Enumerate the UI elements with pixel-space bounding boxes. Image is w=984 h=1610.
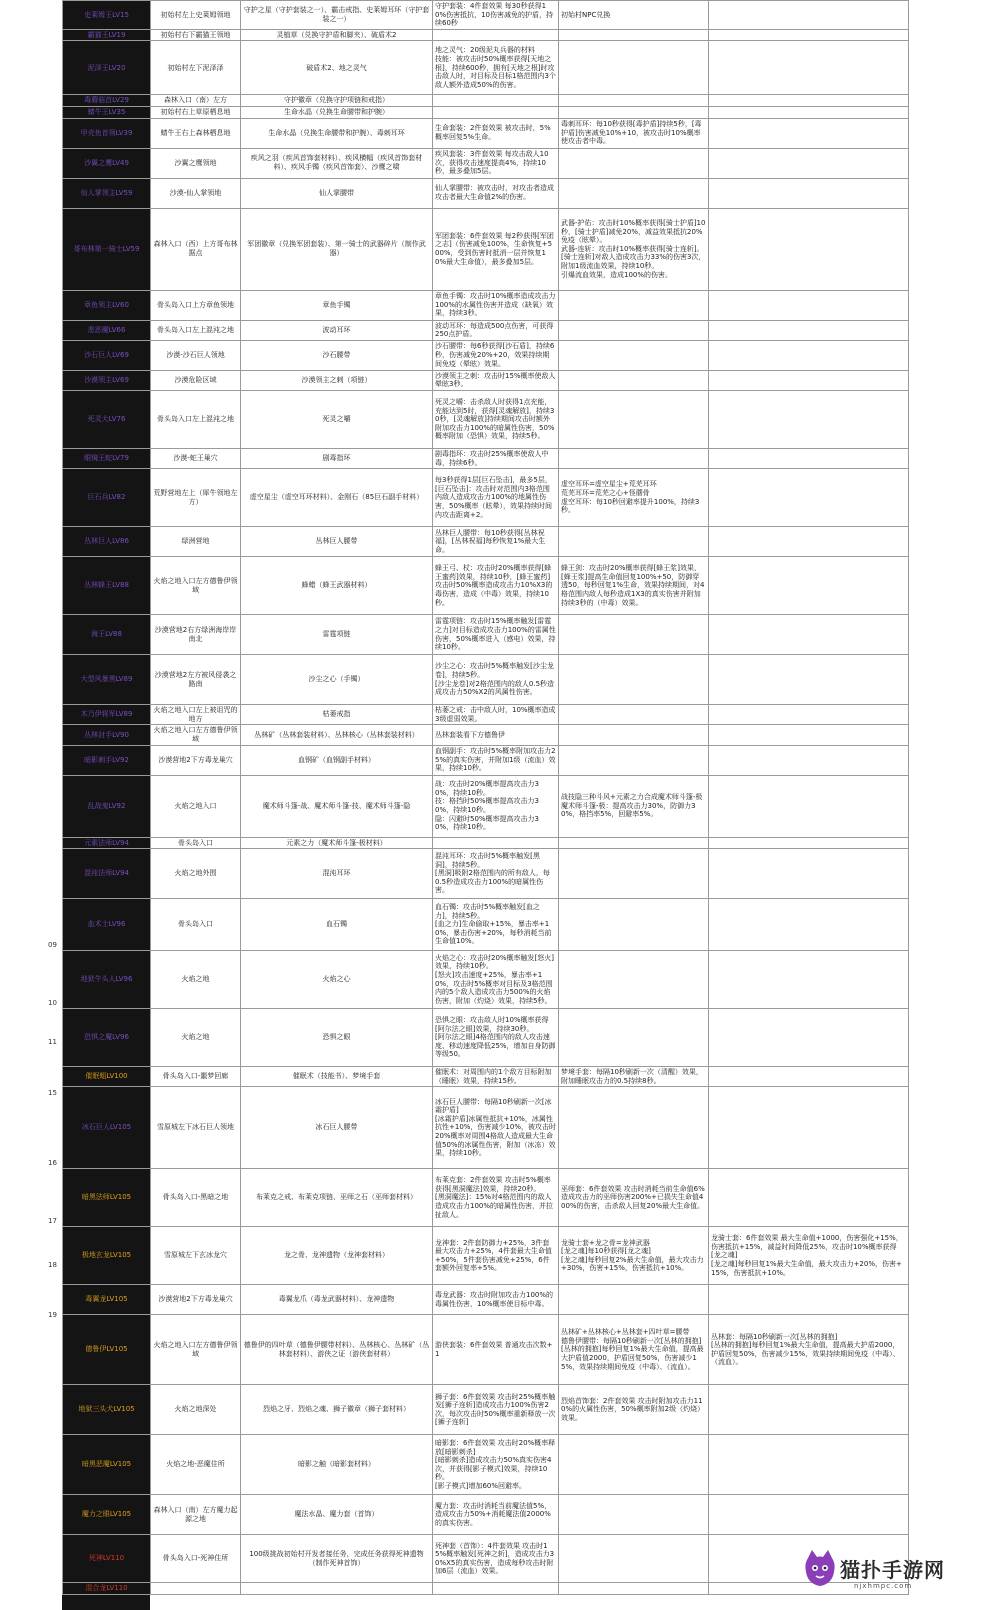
boss-name-cell: 木乃伊将军LV89 [63,705,151,725]
location-cell: 沙漠-仙人掌领地 [151,178,241,208]
extra-note2-cell [709,178,909,208]
extra-note-cell [559,1009,709,1067]
table-row [63,148,909,178]
extra-note-cell [559,1285,709,1315]
extra-note2-cell: 龙骑士套：6件套效果 最大生命值+1000，伤害强化+15%，伤害抵抗+15%，减益时间降低25%，攻击时10%概率获得[龙之魂] [龙之魂]每秒回复1%最大生命值，最大攻击力+20%，伤害+15%，伤害抵抗+10%。 [709,1227,909,1285]
location-cell: 火焰之地入口左方德鲁伊领域 [151,557,241,615]
effect-cell: 恐惧之眼：攻击敌人时10%概率获得[阿尔法之眼]效果，持续30秒。 [阿尔法之眼]4格范围内的敌人攻击速度、移动速度降低25%，增加自身防御等级50。 [433,1009,559,1067]
location-cell: 沙漠营地2左方被风侵袭之路南 [151,655,241,705]
extra-note2-cell [709,1435,909,1495]
table-row [63,745,909,775]
location-cell: 火焰之地入口左方德鲁伊领域 [151,1315,241,1385]
extra-note2-cell [709,320,909,340]
effect-cell: 沙尘之心：攻击时5%概率触发[沙尘龙卷]，持续5秒。 [沙尘龙卷]对2格范围内的敌人0.5秒造成攻击力50%X2的风属性伤害。 [433,655,559,705]
extra-note2-cell [709,208,909,290]
boss-name-cell: 巨石兵LV82 [63,469,151,527]
drop-cell: 魔法水晶、魔力套（首饰） [241,1495,433,1535]
extra-note-cell: 丛林矿+丛林核心+丛林套+四叶草=腰带 德鲁伊腰带：每隔10秒刷新一次[丛林的拥抱] [丛林的拥抱]每秒回复1%最大生命值，提高最大护盾值2000，护盾回复50%，伤害减少15%，效果持续期间免疫（中毒）、（流血）。 [559,1315,709,1385]
effect-cell: 游侠套装：6件套效果 普通攻击次数+1 [433,1315,559,1385]
extra-note-cell: 虚空耳环=虚空星尘+荒芜耳环 荒芜耳环=荒芜之心+怪蘑骨 虚空耳环：每10秒回避率提升100%，持续3秒。 [559,469,709,527]
location-cell: 荒野营地左上（犀牛领地左方） [151,469,241,527]
table-row [63,29,909,41]
drop-cell [241,1583,433,1595]
extra-note2-cell [709,745,909,775]
effect-cell: 冰石巨人腰带：每隔10秒刷新一次[冰霜护盾] [冰霜护盾]冰属性抵抗+10%，冰属性抗性+10%，伤害减少10%，被攻击时20%概率对周围4格敌人造成最大生命值50%的冰属性伤害，附加（冰冻）效果，持续10秒。 [433,1087,559,1169]
effect-cell: 地之灵气：20级泥丸兵器的材料 技能：被攻击时50%概率获得[天地之根]，持续600秒，拥有[天地之根]时攻击敌人时，对目标及目标1格范围内3个敌人额外造成50%的伤害。 [433,41,559,95]
extra-note2-cell [709,370,909,390]
boss-name-cell: 冰石巨人LV105 [63,1087,151,1169]
extra-note-cell: 烈焰首饰套：2件套效果 攻击时附加攻击力110%的火属性伤害，50%概率附加2级（灼烧）效果。 [559,1385,709,1435]
effect-cell [433,837,559,849]
extra-note-cell [559,745,709,775]
effect-cell: 狮子套：6件套效果 攻击时25%概率触发[狮子连斩]造成攻击力100%伤害2次，每次攻击时50%概率重新释放一次[狮子连斩] [433,1385,559,1435]
extra-note2-cell: 丛林套：每隔10秒刷新一次[丛林的拥抱] [丛林的拥抱]每秒回复1%最大生命值，提高最大护盾2000，护盾回复50%，伤害减少15%，效果持续期间免疫（中毒）、（流血）。 [709,1315,909,1385]
location-cell: 骨头岛入口-死神住所 [151,1535,241,1583]
boss-name-cell: 泥泽王LV20 [63,41,151,95]
extra-note-cell [559,290,709,320]
effect-cell: 丛林套装看下方德鲁伊 [433,725,559,745]
table-row [63,899,909,951]
drop-cell: 丛林矿（丛林套装材料）、丛林核心（丛林套装材料） [241,725,433,745]
table-row [63,1067,909,1087]
table-row [63,1495,909,1535]
extra-note2-cell [709,1285,909,1315]
drop-cell: 雷霆项链 [241,615,433,655]
extra-note-cell [559,899,709,951]
effect-cell: 龙神套：2件套防御力+25%，3件套最大攻击力+25%，4件套最大生命值+50%，5件套伤害减免+25%，6件套额外回复率+5%。 [433,1227,559,1285]
drop-cell: 蜂蜡（蜂王武器材料） [241,557,433,615]
table-row [63,118,909,148]
table-row [63,1535,909,1583]
extra-note2-cell [709,655,909,705]
extra-note-cell: 巫师套：6件套效果 攻击时消耗当前生命值6%造成攻击力的巫师伤害200%+已损失生命值400%的伤害，击杀敌人回复20%最大生命值。 [559,1169,709,1227]
row-number: 16 [48,1159,57,1167]
table-row [63,390,909,448]
extra-note2-cell [709,951,909,1009]
effect-cell: 火焰之心：攻击时20%概率触发[怒火]效果，持续10秒。 [怒火]攻击速度+25%，暴击率+10%，攻击时5%概率对目标及3格范围内的5个敌人造成攻击力500%的火焰伤害，附加（灼烧）效果，持续5秒。 [433,951,559,1009]
location-cell: 沙漠危险区域 [151,370,241,390]
drop-cell: 恐惧之眼 [241,1009,433,1067]
effect-cell: 枯萎之戒：击中敌人时，10%概率造成3级虚弱效果。 [433,705,559,725]
effect-cell: 魔力套：攻击时消耗当前魔法值5%，造成攻击力50%+消耗魔法值2000%的真实伤害。 [433,1495,559,1535]
location-cell: 初始村右上草原栖息地 [151,106,241,118]
location-cell: 初始村左上史莱姆领地 [151,1,241,30]
boss-name-cell: 眼镜王蛇LV79 [63,448,151,468]
table-row [63,951,909,1009]
drop-cell: 血石镯 [241,899,433,951]
extra-note-cell [559,448,709,468]
location-cell: 火焰之地入口 [151,775,241,837]
boss-name-cell: 死灵大LV76 [63,390,151,448]
location-cell: 沙漠-蛇王巢穴 [151,448,241,468]
drop-cell: 守护徽章（兑换守护项链和戒指） [241,95,433,107]
table-row [63,1583,909,1595]
extra-note-cell [559,95,709,107]
boss-name-cell: 仙人掌领主LV59 [63,178,151,208]
extra-note-cell [559,1495,709,1535]
drop-cell: 虚空星尘（虚空耳环材料）、金刚石（85巨石副手材料） [241,469,433,527]
boss-name-cell: 沙漠领主LV69 [63,370,151,390]
drop-cell: 元素之力（魔术师斗篷-极材料） [241,837,433,849]
effect-cell: 催眠术：对周围内的1个敌方目标附加（睡眠）效果，持续15秒。 [433,1067,559,1087]
effect-cell [433,29,559,41]
drop-cell: 烈焰之牙、烈焰之魂、狮子徽章（狮子套材料） [241,1385,433,1435]
extra-note2-cell [709,775,909,837]
extra-note2-cell [709,849,909,899]
table-row [63,725,909,745]
location-cell: 蜻牛王右上森林栖息地 [151,118,241,148]
boss-name-cell: 元素法师LV94 [63,837,151,849]
boss-name-cell: 章鱼领主LV60 [63,290,151,320]
extra-note-cell: 初始村NPC兑换 [559,1,709,30]
location-cell: 雪原城左下玄冰龙穴 [151,1227,241,1285]
drop-cell: 龙之骨、龙神遗物（龙神套材料） [241,1227,433,1285]
drop-cell: 德鲁伊的四叶草（德鲁伊腰带材料）、丛林核心、丛林矿（丛林套材料）、游侠之证（游侠套材料） [241,1315,433,1385]
extra-note2-cell [709,705,909,725]
row-number: 11 [48,1038,57,1046]
extra-note-cell [559,655,709,705]
extra-note-cell: 武器-护佑：攻击时10%概率获得[骑士护盾]10秒，[骑士护盾]减免20%，减益效果抵抗20%免疫（眩晕）。 武器-连斩：攻击时10%概率获得[骑士连斩]。 [骑士连斩]对敌人造成攻击力33%的伤害3次，附加1级流血效果，持续10秒。 引爆流血效果，造成100%的伤害。 [559,208,709,290]
extra-note-cell [559,837,709,849]
location-cell: 骨头岛入口上方章鱼领地 [151,290,241,320]
table-row [63,340,909,370]
table-row [63,1385,909,1435]
location-cell: 骨头岛入口左上混沌之地 [151,320,241,340]
boss-name-cell: 地狱牛头人LV96 [63,951,151,1009]
drop-cell: 疾风之羽（疾风首饰套材料）、疾风横幅（疾风首饰套材料）、疾风手镯（疾风首饰套）、沙鹰之啸 [241,148,433,178]
boss-name-cell: 催眠蛆LV100 [63,1067,151,1087]
extra-note2-cell [709,725,909,745]
extra-note2-cell [709,448,909,468]
extra-note-cell [559,1435,709,1495]
extra-note-cell: 毒刺耳环：每10秒获得[毒护盾]持续5秒，[毒护盾]伤害减免10%+10，被攻击时10%概率使攻击者中毒。 [559,118,709,148]
effect-cell: 剧毒指环：攻击时25%概率使敌人中毒，持续6秒。 [433,448,559,468]
extra-note2-cell [709,95,909,107]
effect-cell: 暗影套：6件套效果 攻击时20%概率释放[暗影刺杀] [暗影刺杀]造成攻击力50%真实伤害4次，并获得[影子模式]效果，持续10秒。 [影子模式]增加60%回避率。 [433,1435,559,1495]
effect-cell: 每3秒获得1层[巨石坠击]，最多5层，[巨石坠击]：攻击时对范围内3格范围内敌人造成攻击力100%的地属性伤害，50%概率（眩晕），效果持续时间内攻击距离+2。 [433,469,559,527]
location-cell: 骨头岛入口-噩梦回廊 [151,1067,241,1087]
extra-note2-cell [709,469,909,527]
extra-note2-cell [709,615,909,655]
extra-note2-cell [709,106,909,118]
table-row [63,1435,909,1495]
boss-name-cell: 魔力之眼LV105 [63,1495,151,1535]
location-cell: 骨头岛入口 [151,837,241,849]
extra-note-cell [559,178,709,208]
location-cell: 火焰之地外围 [151,849,241,899]
boss-name-cell: 蜻牛王LV35 [63,106,151,118]
extra-note2-cell [709,1169,909,1227]
drop-cell: 仙人掌腰带 [241,178,433,208]
boss-name-cell: 德鲁伊LV105 [63,1315,151,1385]
drop-cell: 血钢矿（血钢副手材料） [241,745,433,775]
extra-note-cell [559,615,709,655]
effect-cell: 波动耳环：每造成500点伤害，可获得250点护盾。 [433,320,559,340]
location-cell: 火焰之地 [151,1009,241,1067]
extra-note2-cell [709,527,909,557]
extra-note-cell [559,1535,709,1583]
table-row [63,1009,909,1067]
extra-note2-cell [709,1495,909,1535]
table-row [63,1315,909,1385]
effect-cell: 仙人掌腰带：被攻击时，对攻击者造成攻击者最大生命值2%的伤害。 [433,178,559,208]
boss-name-cell: 霸猫王LV19 [63,29,151,41]
drop-cell: 沙漠领主之刺（项链） [241,370,433,390]
table-row [63,178,909,208]
drop-cell: 催眠术（技能书）、梦境手套 [241,1067,433,1087]
table-row [63,615,909,655]
effect-cell: 生命套装：2件套效果 被攻击时，5%概率回复5%生命。 [433,118,559,148]
extra-note-cell: 战技隐三种斗风+元素之力合成魔术师斗篷-极 魔术师斗篷-极：提高攻击力30%，防御力30%，格挡率5%，回避率5%。 [559,775,709,837]
cat-logo-icon [802,1548,838,1588]
boss-name-cell: 大型风暴黑LV89 [63,655,151,705]
extra-note2-cell [709,29,909,41]
drop-cell: 丛林巨人腰带 [241,527,433,557]
extra-note-cell [559,320,709,340]
effect-cell: 守护套装：4件套效果 每30秒获得10%伤害抵抗，10伤害减免的护盾，持续60秒 [433,1,559,30]
boss-name-cell: 极地玄龙LV105 [63,1227,151,1285]
table-body [63,1,909,1595]
boss-name-cell: 毒翼龙LV105 [63,1285,151,1315]
row-number: 17 [48,1217,57,1225]
extra-note-cell [559,1087,709,1169]
effect-cell: 布莱克套：2件套效果 攻击时5%概率获得[黑洞魔法]效果，持续20秒。 [黑洞魔法]：15%对4格范围内的敌人造成攻击力100%的暗属性伤害，并拉扯敌人。 [433,1169,559,1227]
boss-name-cell: 暗影刺手LV92 [63,745,151,775]
extra-note-cell [559,1583,709,1595]
boss-name-cell: 乱战鬼LV92 [63,775,151,837]
location-cell: 骨头岛入口左上混沌之地 [151,390,241,448]
boss-name-cell: 丛林巨人LV86 [63,527,151,557]
drop-cell: 生命水晶（兑换生命腰带和护腕） [241,106,433,118]
location-cell: 沙漠营地2下方毒龙巢穴 [151,1285,241,1315]
extra-note2-cell [709,1385,909,1435]
location-cell: 沙漠营地2下方毒龙巢穴 [151,745,241,775]
extra-note2-cell [709,1009,909,1067]
extra-note2-cell [709,1087,909,1169]
boss-name-cell: 海王LV88 [63,615,151,655]
effect-cell: 沙漠领主之刺：攻击时15%概率使敌人晕眩3秒。 [433,370,559,390]
effect-cell: 战：攻击时20%概率提高攻击力30%，持续10秒。 技：格挡时50%概率提高攻击力30%，持续10秒。 隐：闪避时50%概率提高攻击力30%，持续10秒。 [433,775,559,837]
watermark-text: 猫扑手游网 [840,1558,945,1582]
drop-cell: 军团徽章（兑换军团套装）、第一骑士的武器碎片（制作武器） [241,208,433,290]
boss-name-cell: 丛林豺手LV90 [63,725,151,745]
extra-note2-cell [709,837,909,849]
boss-name-cell: 悲恶魔LV66 [63,320,151,340]
row-number: 15 [48,1089,57,1097]
effect-cell: 蜂王弓、杖：攻击时20%概率获得[蜂王蜜药]效果，持续10秒，[蜂王蜜药]攻击时50%概率造成攻击力10%X3的毒伤害，造成（中毒）效果，持续10秒。 [433,557,559,615]
extra-note-cell [559,340,709,370]
table-row [63,1087,909,1169]
location-cell: 初始村左下泥泽泽 [151,41,241,95]
table-row [63,106,909,118]
location-cell: 雪原城左下冰石巨人领地 [151,1087,241,1169]
drop-cell: 破盾术2、地之灵气 [241,41,433,95]
table-row [63,705,909,725]
boss-name-cell: 沙石巨人LV69 [63,340,151,370]
boss-name-cell: 毒蘑菇首LV29 [63,95,151,107]
location-cell: 火焰之地-恶魔住所 [151,1435,241,1495]
row-number: 19 [48,1311,57,1319]
location-cell: 森林入口（南）左方魔力起源之地 [151,1495,241,1535]
effect-cell: 疾风套装：3件套效果 每攻击敌人10次，获得攻击速度提高4%，持续10秒，最多叠加5层。 [433,148,559,178]
extra-note2-cell [709,148,909,178]
extra-note-cell [559,705,709,725]
extra-note-cell: 蜂王剑：攻击时20%概率获得[蜂王浆]效果，[蜂王浆]提高生命值回复100%+50，防御穿透50，每秒回复1%生命，效果持续期间，对4格范围内敌人每秒造成1X3的真实伤害并附加持续3秒的（中毒）效果。 [559,557,709,615]
drop-cell: 灵植草（兑换守护盾和脚夹）、破盾术2 [241,29,433,41]
drop-cell: 波动耳环 [241,320,433,340]
table-row [63,95,909,107]
location-cell: 森林入口（西）上方哥布林据点 [151,208,241,290]
boss-name-cell: 丛林蜂王LV88 [63,557,151,615]
drop-cell: 毒翼龙爪（毒龙武器材料）、龙神遗物 [241,1285,433,1315]
table-row [63,290,909,320]
effect-cell [433,106,559,118]
boss-name-cell: 地狱三头犬LV105 [63,1385,151,1435]
boss-name-cell: 混沌法师LV94 [63,849,151,899]
drop-cell: 魔术师斗篷-战、魔术师斗篷-技、魔术师斗篷-隐 [241,775,433,837]
table-row [63,655,909,705]
effect-cell: 雷霆项链：攻击时15%概率触发[雷霆之力]对目标造成攻击力100%的雷属性伤害，50%概率进入（感电）效果，持续10秒。 [433,615,559,655]
table-row [63,469,909,527]
table-row [63,849,909,899]
effect-cell: 死灵之嚼：击杀敌人时获得1点充能，充能达到5时，获得[灵魂解放]，持续30秒，[灵魂解放]持续期间攻击时额外附加攻击力100%的暗属性伤害，50%概率附加（恐惧）效果，持续5秒。 [433,390,559,448]
drop-cell: 暗影之触（暗影套材料） [241,1435,433,1495]
extra-note-cell [559,148,709,178]
drop-cell: 生命水晶（兑换生命腰带和护腕）、毒刺耳环 [241,118,433,148]
extra-note-cell [559,951,709,1009]
effect-cell: 混沌耳环：攻击时5%概率触发[黑洞]，持续5秒。 [黑洞]吸附2格范围内的所有敌人，每0.5秒造成攻击力100%的暗属性伤害。 [433,849,559,899]
left-margin [0,0,62,1610]
watermark [802,1544,962,1602]
table-row [63,1285,909,1315]
drop-cell: 沙尘之心（手镯） [241,655,433,705]
boss-name-cell: 甲壳鱼首领LV39 [63,118,151,148]
location-cell: 绿洲营地 [151,527,241,557]
boss-name-cell: 混合龙LV110 [63,1583,151,1595]
extra-note-cell [559,725,709,745]
drop-cell: 火焰之心 [241,951,433,1009]
drop-cell: 枯萎戒指 [241,705,433,725]
table-row [63,208,909,290]
drop-cell: 沙石腰带 [241,340,433,370]
row-number: 10 [48,999,57,1007]
extra-note-cell: 梦境手套：每隔10秒刷新一次（清醒）效果，附加睡眠攻击力的0.5持续8秒。 [559,1067,709,1087]
drop-cell: 混沌耳环 [241,849,433,899]
watermark-url: njxhmpc.com [854,1582,913,1590]
extra-note2-cell [709,557,909,615]
location-cell: 沙翼之鹰领地 [151,148,241,178]
extra-note2-cell [709,899,909,951]
boss-name-cell: 暗黑法师LV105 [63,1169,151,1227]
table-row [63,1,909,30]
boss-name-cell: 史莱姆王LV15 [63,1,151,30]
boss-name-cell: 死神LV110 [63,1535,151,1583]
table-row [63,41,909,95]
extra-note2-cell [709,340,909,370]
row-number: 09 [48,941,57,949]
extra-note-cell [559,849,709,899]
effect-cell: 死神套（首饰）：4件套效果 攻击时15%概率触发[死神之斩]，造成攻击力30%X5的真实伤害，造成每秒攻击时附加6层（流血）效果。 [433,1535,559,1583]
location-cell [151,1583,241,1595]
location-cell: 火焰之地入口左方德鲁伊领域 [151,725,241,745]
location-cell: 沙漠-沙石巨人领地 [151,340,241,370]
location-cell: 火焰之地深处 [151,1385,241,1435]
effect-cell: 血钢副手：攻击时5%概率附加攻击力25%的真实伤害，并附加1级（流血）效果，持续10秒。 [433,745,559,775]
extra-note2-cell [709,118,909,148]
location-cell: 骨头岛入口-黑暗之地 [151,1169,241,1227]
row-number: 18 [48,1261,57,1269]
effect-cell: 沙石腰带：每6秒获得[沙石盾]，持续6秒，伤害减免20%+20，效果持续期间免疫（晕眩）效果。 [433,340,559,370]
extra-note-cell [559,370,709,390]
extra-note2-cell [709,390,909,448]
drop-cell: 守护之星（守护套装之一）、霸击戒指、史莱姆耳环（守护套装之一） [241,1,433,30]
table-row [63,837,909,849]
extra-note-cell [559,106,709,118]
drop-cell: 冰石巨人腰带 [241,1087,433,1169]
boss-drop-table [62,0,909,1595]
table-row [63,448,909,468]
extra-note2-cell [709,41,909,95]
location-cell: 火焰之地 [151,951,241,1009]
extra-note-cell [559,41,709,95]
drop-cell: 章鱼手镯 [241,290,433,320]
extra-note2-cell [709,1,909,30]
boss-name-cell: 暗黑恶魔LV105 [63,1435,151,1495]
table-row [63,370,909,390]
table-row [63,1227,909,1285]
effect-cell: 毒龙武器：攻击时附加攻击力100%的毒属性伤害，10%概率使目标中毒。 [433,1285,559,1315]
location-cell: 火焰之地入口左上被诅咒的地方 [151,705,241,725]
extra-note-cell [559,390,709,448]
drop-cell: 死灵之嚼 [241,390,433,448]
effect-cell [433,95,559,107]
table-row [63,527,909,557]
effect-cell: 丛林巨人腰带：每10秒获得[丛林祝福]，[丛林祝福]每秒恢复1%最大生命。 [433,527,559,557]
table-row [63,320,909,340]
effect-cell: 军团套装：6件套效果 每2秒获得[军团之志]（伤害减免100%，生命恢复+500%，受到伤害时抵消一层并恢复10%最大生命值），最多叠加5层。 [433,208,559,290]
drop-cell: 100级挑战初始村开发者接任务，完成任务获得死神遗物（制作死神首饰） [241,1535,433,1583]
boss-name-cell: 沙翼之鹰LV49 [63,148,151,178]
location-cell: 骨头岛入口 [151,899,241,951]
table-row [63,775,909,837]
effect-cell: 血石镯：攻击时5%概率触发[血之力]，持续5秒。 [血之力]生命偷取+15%，暴击率+10%，暴击伤害+20%，每秒消耗当前生命值10%。 [433,899,559,951]
extra-note-cell [559,527,709,557]
boss-name-cell: 哥布林第一骑士LV59 [63,208,151,290]
location-cell: 初始村右下霸猫王领地 [151,29,241,41]
location-cell: 森林入口（南）左方 [151,95,241,107]
drop-cell: 布莱克之戒、布莱克项链、巫师之石（巫师套材料） [241,1169,433,1227]
boss-name-cell: 血术士LV96 [63,899,151,951]
extra-note2-cell [709,290,909,320]
effect-cell [433,1583,559,1595]
location-cell: 沙漠营地2右方绿洲海岸岸南北 [151,615,241,655]
extra-note-cell [559,29,709,41]
table-row [63,557,909,615]
extra-note2-cell [709,1067,909,1087]
drop-cell: 剧毒指环 [241,448,433,468]
extra-note-cell: 龙骑士套+龙之骨=龙神武器 [龙之魂]每10秒获得[龙之魂] [龙之魂]每秒回复2%最大生命值，最大攻击力+30%，伤害+15%，伤害抵抗+10%。 [559,1227,709,1285]
boss-name-cell: 恐惧之魔LV96 [63,1009,151,1067]
effect-cell: 章鱼手镯：攻击时10%概率造成攻击力100%的水属性伤害并造成（缺氧）效果，持续3秒。 [433,290,559,320]
table-row [63,1169,909,1227]
